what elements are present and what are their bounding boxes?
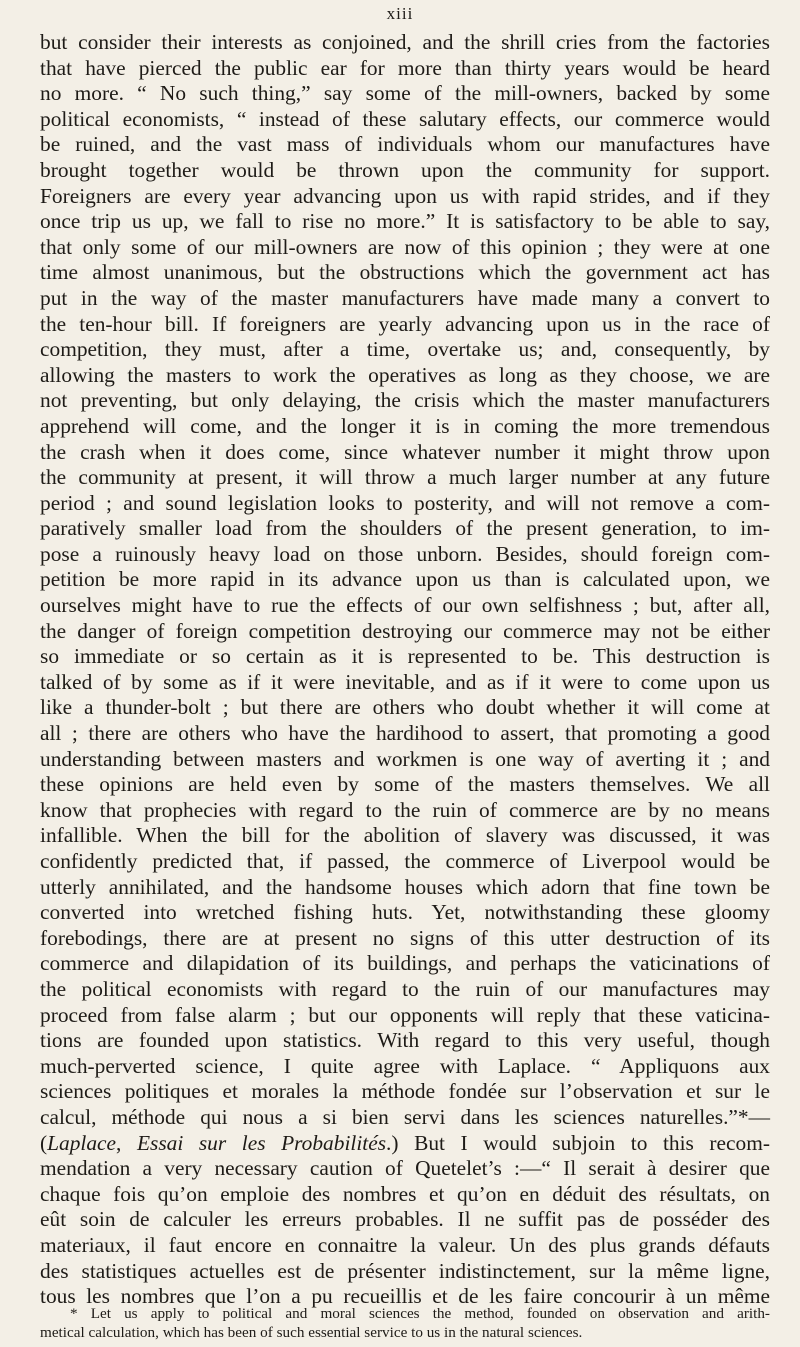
body-line: utterly annihilated, and the handsome houses which adorn that fine town be [40, 874, 770, 899]
body-line: converted into wretched fishing huts. Yet, notwithstanding these gloomy [40, 900, 770, 925]
body-line: all ; there are others who have the hardihood to assert, that promoting a good [40, 721, 770, 746]
citation-author: Laplace [47, 1130, 117, 1155]
body-line: no more. “ No such thing,” say some of the mill-owners, backed by some [40, 81, 770, 106]
body-line: des statistiques actuelles est de présenter indistinctement, sur la même ligne, [40, 1258, 770, 1283]
body-line: materiaux, il faut encore en connaitre la valeur. Un des plus grands défauts [40, 1232, 770, 1257]
body-line: know that prophecies with regard to the ruin of commerce are by no means [40, 797, 770, 822]
body-line: put in the way of the master manufacturers have made many a convert to [40, 285, 770, 310]
citation-line: (Laplace, Essai sur les Probabilités.) But I would subjoin to this recom- [40, 1130, 770, 1155]
citation-title: Essai sur les Probabilités [136, 1130, 387, 1155]
body-line: petition be more rapid in its advance upon us than is calculated upon, we [40, 567, 770, 592]
body-line: allowing the masters to work the operatives as long as they choose, we are [40, 362, 770, 387]
body-line: once trip us up, we fall to rise no more.” It is satisfactory to be able to say, [40, 209, 770, 234]
body-line: so immediate or so certain as it is represented to be. This destruction is [40, 644, 770, 669]
body-line: proceed from false alarm ; but our opponents will reply that these vaticina- [40, 1002, 770, 1027]
body-line: mendation a very necessary caution of Quetelet’s :—“ Il serait à desirer que [40, 1156, 770, 1181]
body-line: sciences politiques et morales la méthode fondée sur l’observation et sur le [40, 1079, 770, 1104]
body-line: paratively smaller load from the shoulders of the present generation, to im- [40, 516, 770, 541]
body-line: talked of by some as if it were inevitable, and as if it were to come upon us [40, 669, 770, 694]
body-line: political economists, “ instead of these salutary effects, our commerce would [40, 106, 770, 131]
body-line: commerce and dilapidation of its buildings, and perhaps the vaticinations of [40, 951, 770, 976]
page-number: xiii [386, 4, 414, 23]
body-line: forebodings, there are at present no signs of this utter destruction of its [40, 925, 770, 950]
body-line: chaque fois qu’on emploie des nombres et qu’on en déduit des résultats, on [40, 1181, 770, 1206]
body-line: the danger of foreign competition destroying our commerce may not be either [40, 618, 770, 643]
body-line: the crash when it does come, since whatever number it might throw upon [40, 439, 770, 464]
body-text [40, 30, 770, 1310]
body-line: pose a ruinously heavy load on those unborn. Besides, should foreign com- [40, 541, 770, 566]
body-line: calcul, méthode qui nous a si bien servi dans les sciences naturelles.”*— [40, 1104, 770, 1129]
body-line: be ruined, and the vast mass of individuals whom our manufactures have [40, 132, 770, 157]
body-line: competition, they must, after a time, overtake us; and, consequently, by [40, 337, 770, 362]
body-lines-group-1 [40, 30, 770, 1131]
body-line: infallible. When the bill for the abolition of slavery was discussed, it was [40, 823, 770, 848]
body-line: that only some of our mill-owners are now of this opinion ; they were at one [40, 234, 770, 259]
body-line: tions are founded upon statistics. With regard to this very useful, though [40, 1028, 770, 1053]
body-line: much-perverted science, I quite agree with Laplace. “ Appliquons aux [40, 1053, 770, 1078]
body-line: these opinions are held even by some of the masters themselves. We all [40, 772, 770, 797]
body-lines-group-2 [40, 1156, 770, 1310]
footnote-line: metical calculation, which has been of such essential service to us in the natural sciences. [40, 1323, 583, 1341]
body-line: the community at present, it will throw a much larger number at any future [40, 465, 770, 490]
body-line: time almost unanimous, but the obstructions which the government act has [40, 260, 770, 285]
body-line: period ; and sound legislation looks to posterity, and will not remove a com- [40, 490, 770, 515]
body-line: but consider their interests as conjoined, and the shrill cries from the factories [40, 30, 770, 54]
body-line: the political economists with regard to the ruin of our manufactures may [40, 976, 770, 1001]
body-line: brought together would be thrown upon the community for support. [40, 157, 770, 182]
body-line: eût soin de calculer les erreurs probables. Il ne suffit pas de posséder des [40, 1207, 770, 1232]
footnote [40, 1305, 770, 1342]
body-line: the ten-hour bill. If foreigners are yearly advancing upon us in the race of [40, 311, 770, 336]
body-line: not preventing, but only delaying, the crisis which the master manufacturers [40, 388, 770, 413]
body-line: understanding between masters and workmen is one way of averting it ; and [40, 746, 770, 771]
body-line: Foreigners are every year advancing upon us with rapid strides, and if they [40, 183, 770, 208]
body-line: apprehend will come, and the longer it is in coming the more tremendous [40, 413, 770, 438]
footnote-line: * Let us apply to political and moral sciences the method, founded on observation and arith- [70, 1305, 770, 1322]
body-line: tous les nombres que l’on a pu recueillis et de les faire concourir à un même [40, 1284, 770, 1309]
body-line: confidently predicted that, if passed, the commerce of Liverpool would be [40, 849, 770, 873]
body-line: ourselves might have to rue the effects of our own selfishness ; but, after all, [40, 593, 770, 618]
body-line: that have pierced the public ear for more than thirty years would be heard [40, 55, 770, 80]
body-line: like a thunder-bolt ; but there are others who doubt whether it will come at [40, 695, 770, 720]
